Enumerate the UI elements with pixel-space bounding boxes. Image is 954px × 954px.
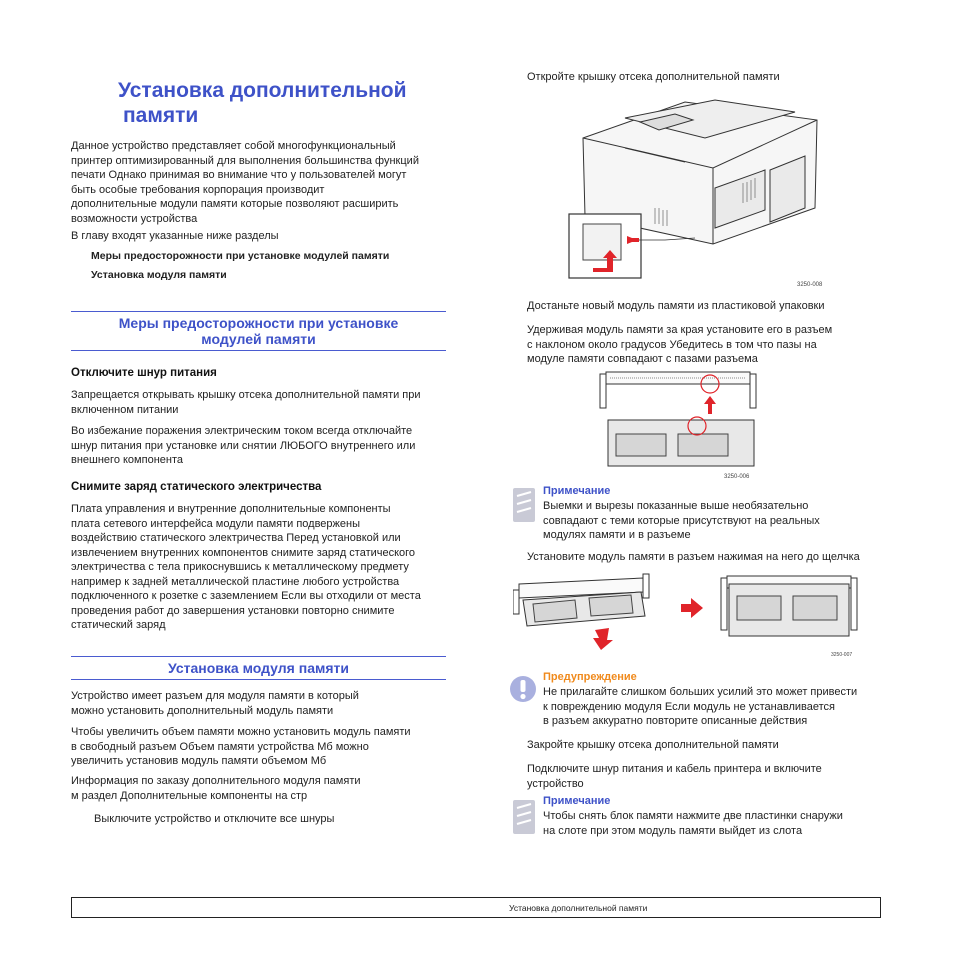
memory-slot-figure xyxy=(596,368,766,482)
note-2-text: Чтобы снять блок памяти нажмите две пластинки снаружи на слоте при этом модуль памяти выйдет из слота xyxy=(543,810,843,837)
note-icon xyxy=(511,486,537,524)
paragraph-capacity: Чтобы увеличить объем памяти можно установить модуль памяти в свободный разъем Объем памяти устройства Мб можно увеличить установив модуль памяти объемом Мб xyxy=(71,726,411,767)
step-2: Откройте крышку отсека дополнительной памяти xyxy=(527,71,780,83)
subheading-power: Отключите шнур питания xyxy=(71,367,217,379)
intro-paragraph: Данное устройство представляет собой многофункциональный принтер оптимизированный для выполнения большинства функций печати Однако принимая во внимание что у пользователей могут быть особые требования корпорация производит дополнительные модули памяти которые позволяют расширить возможности устройства xyxy=(71,140,419,225)
note-2-label: Примечание xyxy=(543,795,611,807)
page-title: Установка дополнительной памяти xyxy=(118,79,407,127)
paragraph-order-info: Информация по заказу дополнительного модуля памяти м раздел Дополнительные компоненты на стр xyxy=(71,775,361,802)
warning-icon xyxy=(509,675,537,703)
step-3: Достаньте новый модуль памяти из пластиковой упаковки xyxy=(527,300,825,312)
section-heading-install: Установка модуля памяти xyxy=(71,656,446,680)
note-1-label: Примечание xyxy=(543,485,611,497)
subheading-static: Снимите заряд статического электричества xyxy=(71,481,322,493)
insert-module-figure xyxy=(513,570,858,660)
paragraph-static: Плата управления и внутренние дополнительные компоненты плата сетевого интерфейса модули памяти подвержены воздействию статического электричества Перед установкой или извлечением внутренних компонентов снимите заряд статического электричества с тела прикоснувшись к металлическому предмету например к задней металлической пластине любого устройства подключенного к розетке с заземлением Если вы отходили от места проведения работ до завершения установки повторно снимите статический заряд xyxy=(71,503,421,631)
figure-1-label: 3250-008 xyxy=(797,282,823,288)
paragraph-shock: Во избежание поражения электрическим током всегда отключайте шнур питания при установке или снятии ЛЮБОГО внутреннего или внешнего компонента xyxy=(71,425,416,466)
note-icon xyxy=(511,798,537,836)
section-heading-precautions: Меры предосторожности при установке модулей памяти xyxy=(71,311,446,351)
figure-2-label: 3250-006 xyxy=(724,474,750,480)
step-7: Подключите шнур питания и кабель принтера и включите устройство xyxy=(527,763,822,790)
figure-3-label: 3250-007 xyxy=(831,652,853,658)
step-6: Закройте крышку отсека дополнительной памяти xyxy=(527,739,779,751)
step-5: Установите модуль памяти в разъем нажимая на него до щелчка xyxy=(527,551,860,563)
paragraph-power: Запрещается открывать крышку отсека дополнительной памяти при включенном питании xyxy=(71,389,421,416)
toc-link-precautions[interactable]: Меры предосторожности при установке модулей памяти xyxy=(91,250,390,262)
warning-label: Предупреждение xyxy=(543,671,637,683)
chapter-intro: В главу входят указанные ниже разделы xyxy=(71,230,279,242)
paragraph-slot: Устройство имеет разъем для модуля памяти в который можно установить дополнительный модуль памяти xyxy=(71,690,359,717)
printer-figure xyxy=(565,98,827,290)
footer-text: Установка дополнительной памяти xyxy=(509,903,648,913)
warning-text: Не прилагайте слишком больших усилий это может привести к повреждению модуля Если модуль не устанавливается в разъем аккуратно повторите описанные действия xyxy=(543,686,858,727)
toc-link-install[interactable]: Установка модуля памяти xyxy=(91,269,227,281)
step-1: Выключите устройство и отключите все шнуры xyxy=(94,813,335,825)
note-1-text: Выемки и вырезы показанные выше необязательно совпадают с теми которые присутствуют на реальных модулях памяти и в разъеме xyxy=(543,500,820,541)
step-4: Удерживая модуль памяти за края установите его в разъем с наклоном около градусов Убедитесь в том что пазы на модуле памяти совпадают с пазами разъема xyxy=(527,324,833,365)
page-footer xyxy=(71,897,881,918)
